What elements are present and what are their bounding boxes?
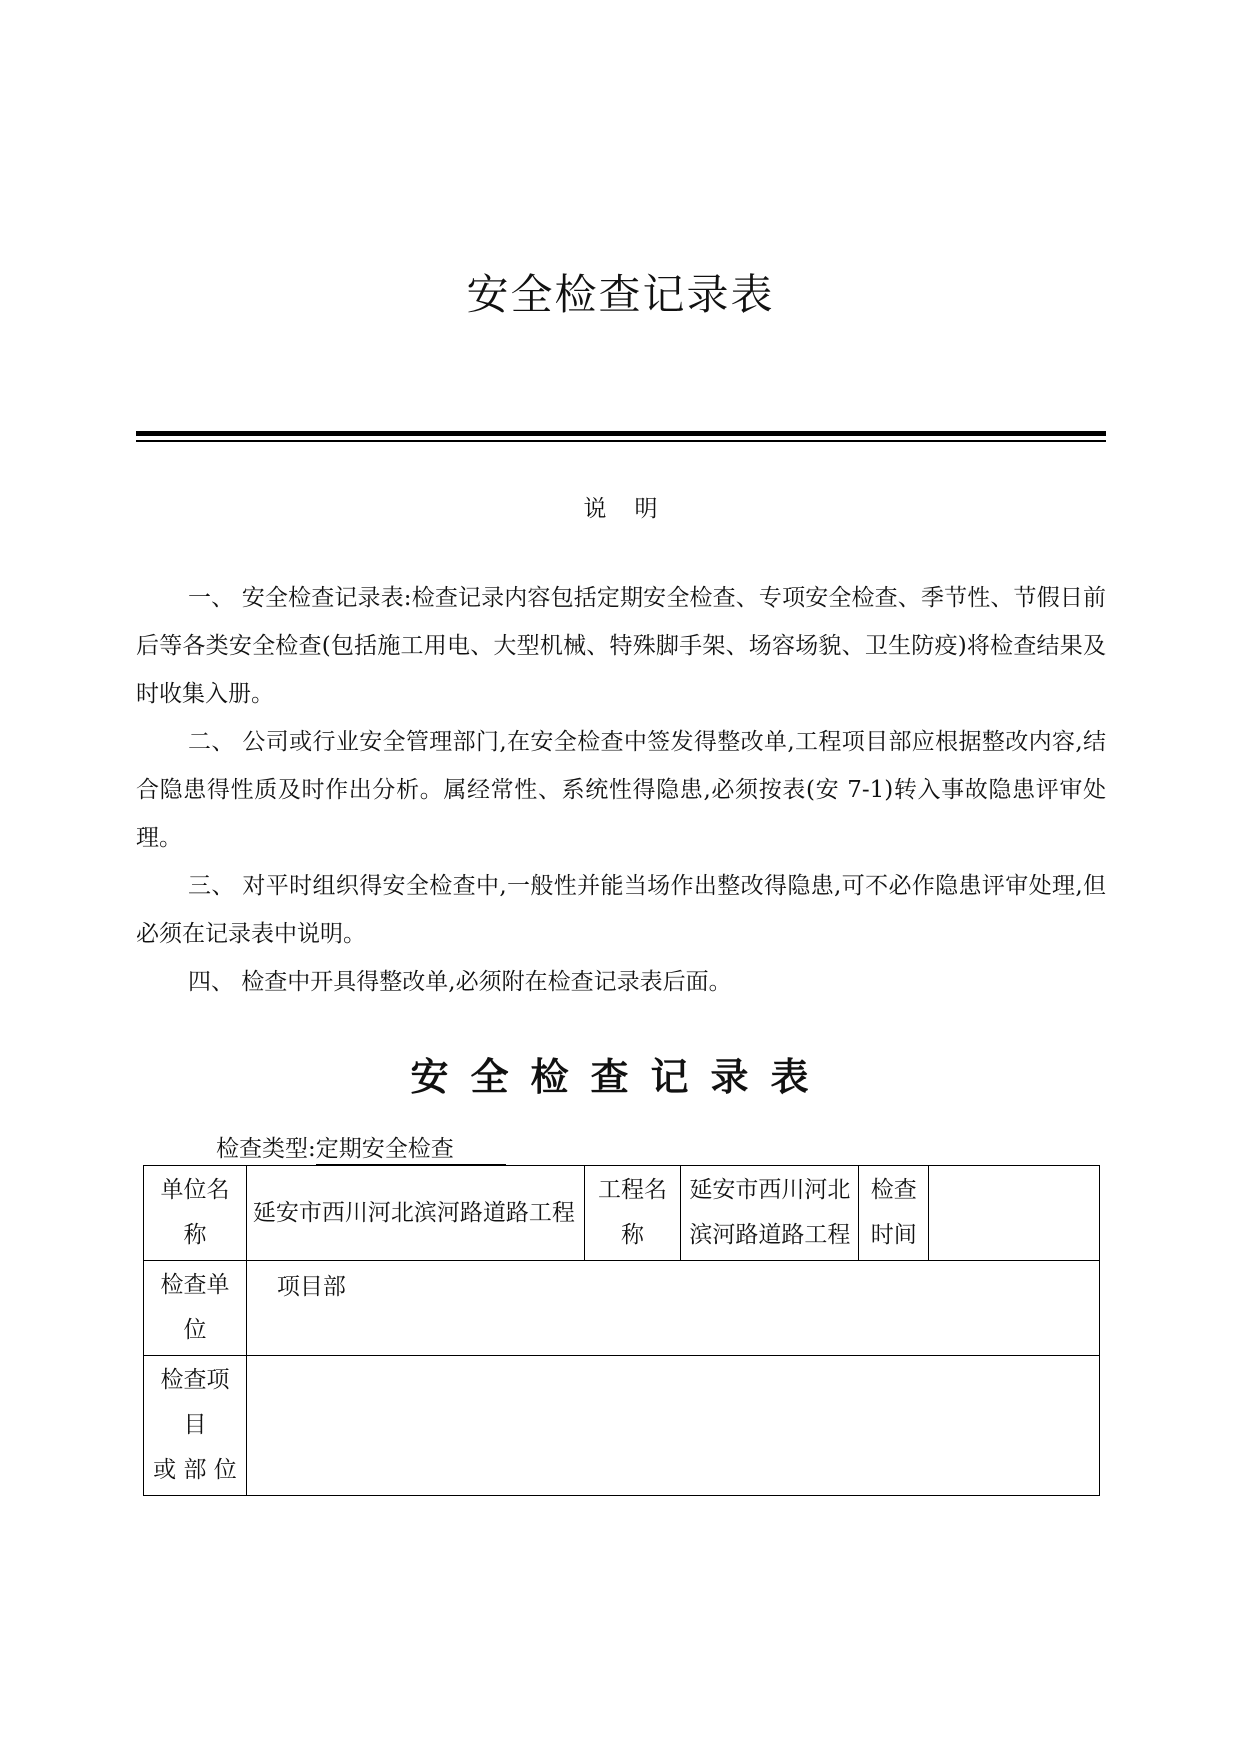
project-name-label-line-2: 称 bbox=[620, 1222, 644, 1248]
note-item-1: 一、 安全检查记录表:检查记录内容包括定期安全检查、专项安全检查、季节性、节假日前后等各类安全检查(包括施工用电、大型机械、特殊脚手架、场容场貌、卫生防疫)将检查结果及时收集入册。 bbox=[136, 585, 1106, 707]
inspection-record-table bbox=[143, 1165, 1100, 1496]
check-time-label-line-2: 时间 bbox=[870, 1222, 917, 1248]
inspection-items-label-line-1: 检查项 bbox=[160, 1367, 230, 1393]
unit-name-label-line-2: 称 bbox=[183, 1222, 207, 1248]
inspection-items-label bbox=[144, 1356, 247, 1496]
check-time-value[interactable] bbox=[929, 1166, 1100, 1261]
project-name-value[interactable] bbox=[681, 1166, 859, 1261]
unit-name-label bbox=[144, 1166, 247, 1261]
note-item-4: 四、 检查中开具得整改单,必须附在检查记录表后面。 bbox=[188, 969, 732, 995]
check-time-label-line-1: 检查 bbox=[870, 1177, 917, 1203]
project-name-value-line-2: 滨河路道路工程 bbox=[689, 1222, 851, 1248]
title-divider-thick bbox=[136, 431, 1106, 436]
project-name-label-line-1: 工程名 bbox=[597, 1177, 667, 1203]
project-name-label bbox=[584, 1166, 681, 1261]
notes-heading bbox=[0, 490, 1241, 523]
inspecting-unit-label bbox=[144, 1261, 247, 1356]
inspecting-unit-label-line-1: 检查单 bbox=[160, 1272, 230, 1298]
inspection-items-label-line-3: 或 部 位 bbox=[153, 1457, 237, 1483]
inspecting-unit-label-line-2: 位 bbox=[183, 1317, 207, 1343]
table-row-unit bbox=[144, 1166, 1100, 1261]
table-row-inspecting-unit bbox=[144, 1261, 1100, 1356]
form-title: 安全检查记录表 bbox=[410, 1055, 831, 1099]
project-name-value-line-1: 延安市西川河北 bbox=[689, 1177, 851, 1203]
notes-body bbox=[136, 574, 1106, 1006]
notes-heading-left: 说 bbox=[583, 496, 607, 522]
unit-name-label-line-1: 单位名 bbox=[160, 1177, 230, 1203]
title-divider-thin bbox=[136, 440, 1106, 442]
inspection-items-value[interactable] bbox=[246, 1356, 1099, 1496]
inspecting-unit-value[interactable]: 项目部 bbox=[246, 1261, 1099, 1356]
inspection-items-label-line-2: 目 bbox=[183, 1412, 207, 1438]
note-item-3: 三、 对平时组织得安全检查中,一般性并能当场作出整改得隐患,可不必作隐患评审处理,但必须在记录表中说明。 bbox=[136, 873, 1106, 947]
check-type-line bbox=[216, 1134, 506, 1165]
unit-name-value[interactable]: 延安市西川河北滨河路道路工程 bbox=[246, 1166, 584, 1261]
notes-heading-right: 明 bbox=[634, 496, 658, 522]
note-item-2: 二、 公司或行业安全管理部门,在安全检查中签发得整改单,工程项目部应根据整改内容,结合隐患得性质及时作出分析。属经常性、系统性得隐患,必须按表(安 7-1)转入事故隐患评审处理。 bbox=[136, 729, 1106, 851]
table-row-inspection-items bbox=[144, 1356, 1100, 1496]
check-type-value[interactable]: 定期安全检查 bbox=[316, 1134, 506, 1165]
check-time-label bbox=[859, 1166, 929, 1261]
check-type-label: 检查类型: bbox=[216, 1136, 316, 1162]
page-title: 安全检查记录表 bbox=[466, 270, 775, 319]
